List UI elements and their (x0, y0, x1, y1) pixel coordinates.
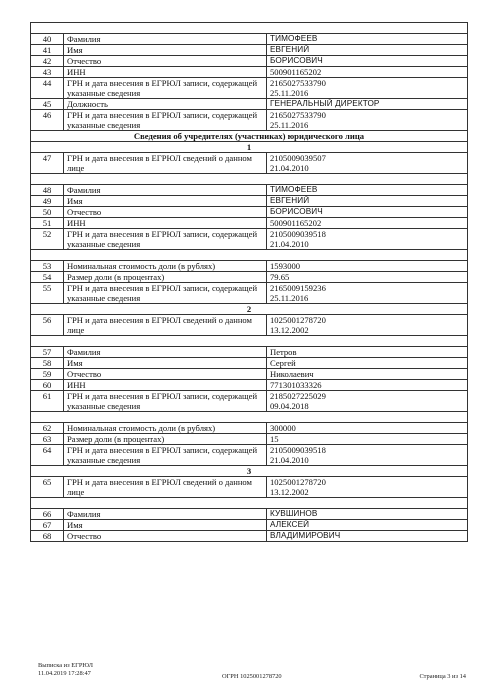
field-value: 300000 (267, 423, 468, 434)
field-value: БОРИСОВИЧ (267, 207, 468, 218)
field-value: 2165027533790 25.11.2016 (267, 78, 468, 99)
field-value: 2105009039507 21.04.2010 (267, 153, 468, 174)
field-label: ГРН и дата внесения в ЕГРЮЛ сведений о данном лице (64, 153, 267, 174)
field-label: ГРН и дата внесения в ЕГРЮЛ сведений о данном лице (64, 315, 267, 336)
field-value: 79.65 (267, 272, 468, 283)
spacer-cell (31, 23, 468, 34)
field-label: Отчество (64, 56, 267, 67)
field-value: 2165027533790 25.11.2016 (267, 110, 468, 131)
spacer-row (31, 336, 468, 347)
table-row (31, 67, 468, 78)
row-number: 50 (31, 207, 64, 218)
row-number: 47 (31, 153, 64, 174)
row-number: 45 (31, 99, 64, 110)
row-number: 48 (31, 185, 64, 196)
field-value: ТИМОФЕЕВ (267, 34, 468, 45)
table-row (31, 369, 468, 380)
spacer-row (31, 23, 468, 34)
row-number: 65 (31, 477, 64, 498)
row-number: 68 (31, 531, 64, 542)
table-row (31, 56, 468, 67)
table-row (31, 261, 468, 272)
field-value: 1025001278720 13.12.2002 (267, 315, 468, 336)
footer-page-number: Страница 3 из 14 (419, 673, 466, 680)
table-row (31, 196, 468, 207)
table-row (31, 434, 468, 445)
field-value: 1025001278720 13.12.2002 (267, 477, 468, 498)
field-value: ГЕНЕРАЛЬНЫЙ ДИРЕКТОР (267, 99, 468, 110)
founder-number-row (31, 142, 468, 153)
table-row (31, 445, 468, 466)
founder-number: 3 (31, 466, 468, 477)
field-value: ЕВГЕНИЙ (267, 45, 468, 56)
row-number: 53 (31, 261, 64, 272)
field-value: 2165009159236 25.11.2016 (267, 283, 468, 304)
field-label: Фамилия (64, 347, 267, 358)
row-number: 42 (31, 56, 64, 67)
spacer-row (31, 498, 468, 509)
table-row (31, 185, 468, 196)
row-number: 58 (31, 358, 64, 369)
field-label: ИНН (64, 67, 267, 78)
table-row (31, 272, 468, 283)
field-label: Размер доли (в процентах) (64, 434, 267, 445)
table-row (31, 520, 468, 531)
field-label: ГРН и дата внесения в ЕГРЮЛ сведений о данном лице (64, 477, 267, 498)
table-row (31, 315, 468, 336)
table-row (31, 153, 468, 174)
table-row (31, 283, 468, 304)
field-value: АЛЕКСЕЙ (267, 520, 468, 531)
spacer-cell (31, 336, 468, 347)
field-label: Имя (64, 196, 267, 207)
table-row (31, 229, 468, 250)
field-label: Должность (64, 99, 267, 110)
field-value: ВЛАДИМИРОВИЧ (267, 531, 468, 542)
table-row (31, 477, 468, 498)
spacer-cell (31, 412, 468, 423)
row-number: 52 (31, 229, 64, 250)
field-label: Имя (64, 358, 267, 369)
table-row (31, 380, 468, 391)
footer-datetime: 11.04.2019 17:28:47 (38, 669, 91, 677)
field-label: ГРН и дата внесения в ЕГРЮЛ записи, содержащей указанные сведения (64, 78, 267, 99)
field-label: ИНН (64, 380, 267, 391)
field-value: БОРИСОВИЧ (267, 56, 468, 67)
row-number: 40 (31, 34, 64, 45)
spacer-row (31, 412, 468, 423)
table-row (31, 423, 468, 434)
field-label: Имя (64, 520, 267, 531)
row-number: 66 (31, 509, 64, 520)
field-value: Николаевич (267, 369, 468, 380)
table-row (31, 347, 468, 358)
spacer-cell (31, 250, 468, 261)
row-number: 67 (31, 520, 64, 531)
row-number: 56 (31, 315, 64, 336)
founder-number: 1 (31, 142, 468, 153)
field-label: Отчество (64, 531, 267, 542)
founder-number-row (31, 466, 468, 477)
field-label: ГРН и дата внесения в ЕГРЮЛ записи, содержащей указанные сведения (64, 445, 267, 466)
field-value: 15 (267, 434, 468, 445)
field-value: 2105009039518 21.04.2010 (267, 229, 468, 250)
field-label: ИНН (64, 218, 267, 229)
field-value: Петров (267, 347, 468, 358)
table-row (31, 358, 468, 369)
section-heading-row (31, 131, 468, 142)
spacer-cell (31, 174, 468, 185)
table-row (31, 45, 468, 56)
table-row (31, 78, 468, 99)
row-number: 63 (31, 434, 64, 445)
row-number: 55 (31, 283, 64, 304)
spacer-cell (31, 498, 468, 509)
table-row (31, 218, 468, 229)
field-label: Номинальная стоимость доли (в рублях) (64, 261, 267, 272)
row-number: 46 (31, 110, 64, 131)
field-label: Номинальная стоимость доли (в рублях) (64, 423, 267, 434)
field-value: ТИМОФЕЕВ (267, 185, 468, 196)
field-label: Размер доли (в процентах) (64, 272, 267, 283)
spacer-row (31, 250, 468, 261)
field-value: КУВШИНОВ (267, 509, 468, 520)
field-value: 2185027225029 09.04.2018 (267, 391, 468, 412)
field-label: Отчество (64, 369, 267, 380)
field-value: 500901165202 (267, 218, 468, 229)
row-number: 41 (31, 45, 64, 56)
field-label: Фамилия (64, 509, 267, 520)
field-label: Фамилия (64, 34, 267, 45)
field-value: ЕВГЕНИЙ (267, 196, 468, 207)
row-number: 44 (31, 78, 64, 99)
table-row (31, 99, 468, 110)
egrul-extract-table (30, 22, 468, 542)
founder-number: 2 (31, 304, 468, 315)
field-label: ГРН и дата внесения в ЕГРЮЛ записи, содержащей указанные сведения (64, 110, 267, 131)
row-number: 54 (31, 272, 64, 283)
row-number: 64 (31, 445, 64, 466)
field-value: 771301033326 (267, 380, 468, 391)
row-number: 51 (31, 218, 64, 229)
row-number: 57 (31, 347, 64, 358)
table-row (31, 110, 468, 131)
row-number: 62 (31, 423, 64, 434)
table-row (31, 391, 468, 412)
section-heading: Сведения об учредителях (участниках) юридического лица (31, 131, 468, 142)
field-label: ГРН и дата внесения в ЕГРЮЛ записи, содержащей указанные сведения (64, 391, 267, 412)
table-row (31, 34, 468, 45)
row-number: 60 (31, 380, 64, 391)
table-row (31, 207, 468, 218)
footer-left (38, 662, 93, 677)
table-row (31, 531, 468, 542)
founder-number-row (31, 304, 468, 315)
field-value: 500901165202 (267, 67, 468, 78)
table-row (31, 509, 468, 520)
footer-ogrn: ОГРН 1025001278720 (222, 673, 282, 680)
field-value: 2105009039518 21.04.2010 (267, 445, 468, 466)
field-label: Фамилия (64, 185, 267, 196)
row-number: 59 (31, 369, 64, 380)
row-number: 61 (31, 391, 64, 412)
field-label: ГРН и дата внесения в ЕГРЮЛ записи, содержащей указанные сведения (64, 229, 267, 250)
row-number: 43 (31, 67, 64, 78)
field-label: Имя (64, 45, 267, 56)
row-number: 49 (31, 196, 64, 207)
field-value: 1593000 (267, 261, 468, 272)
field-label: Отчество (64, 207, 267, 218)
footer-document-title: Выписка из ЕГРЮЛ (38, 662, 93, 669)
field-label: ГРН и дата внесения в ЕГРЮЛ записи, содержащей указанные сведения (64, 283, 267, 304)
spacer-row (31, 174, 468, 185)
field-value: Сергей (267, 358, 468, 369)
